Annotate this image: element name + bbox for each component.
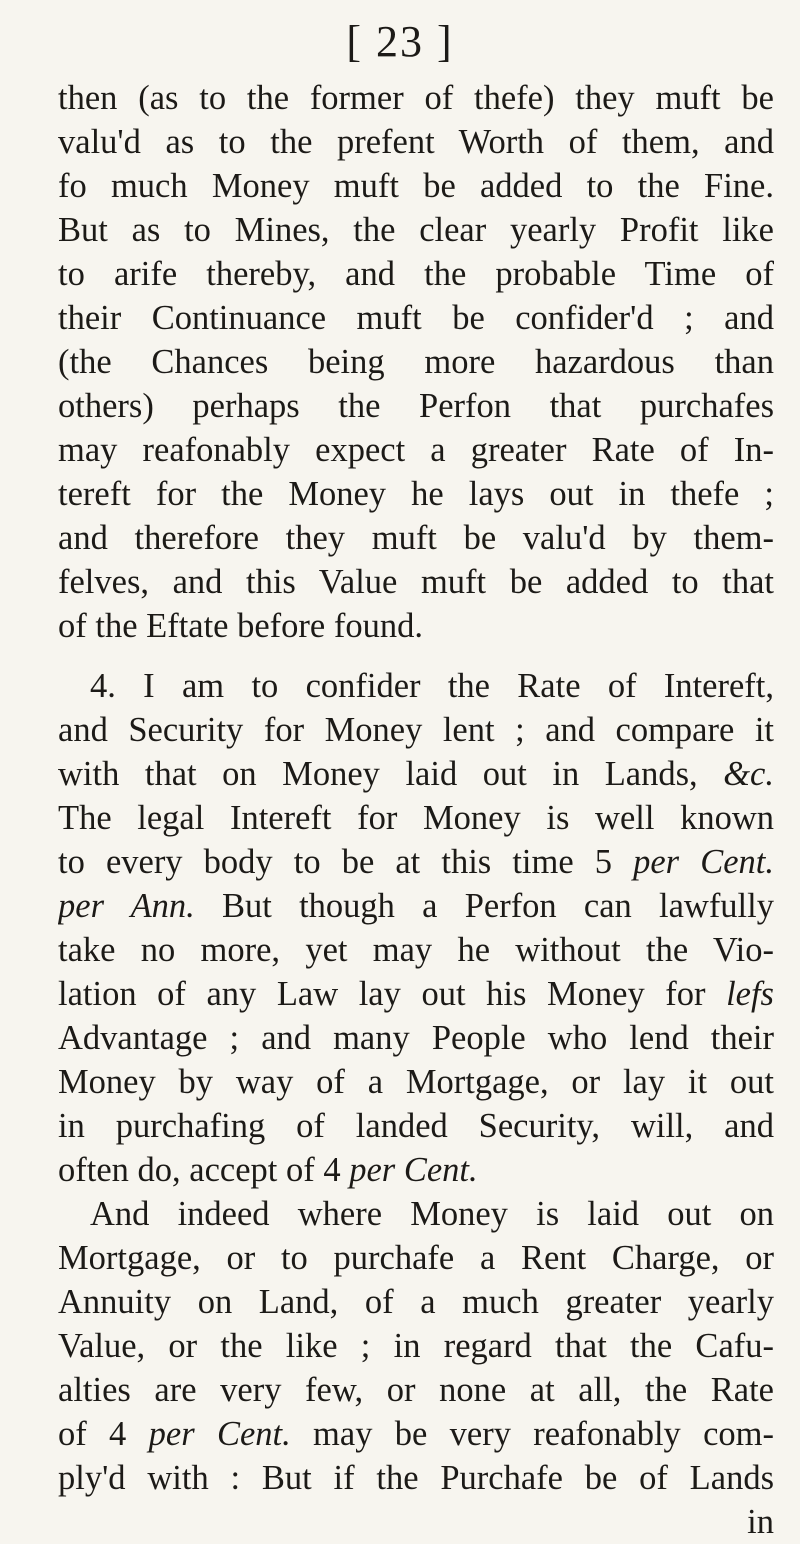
text-line: Value, or the like ; in regard that the Cafu- — [58, 1327, 774, 1365]
text-line: and Security for Money lent ; and compare it — [58, 711, 774, 749]
text-line: with that on Money laid out in Lands, &c. — [58, 755, 774, 793]
text-line: of the Eftate before found. — [58, 607, 423, 645]
text-line: to arife thereby, and the probable Time of — [58, 255, 774, 293]
text-line: fo much Money muft be added to the Fine. — [58, 167, 774, 205]
text-line: The legal Intereft for Money is well known — [58, 799, 774, 837]
text-line: to every body to be at this time 5 per Cent. — [58, 843, 774, 881]
text-line: (the Chances being more hazardous than — [58, 343, 774, 381]
paragraph-2 — [58, 664, 774, 1544]
text-line: valu'd as to the prefent Worth of them, and — [58, 123, 774, 161]
text-line: Annuity on Land, of a much greater yearly — [58, 1283, 774, 1321]
catchword: in — [747, 1503, 774, 1541]
text-line: Advantage ; and many People who lend their — [58, 1019, 774, 1057]
text-line: felves, and this Value muft be added to that — [58, 563, 774, 601]
text-line: and therefore they muft be valu'd by them- — [58, 519, 774, 557]
text-line: of 4 per Cent. may be very reafonably com- — [58, 1415, 774, 1453]
text-line: others) perhaps the Perfon that purchafes — [58, 387, 774, 425]
text-line: alties are very few, or none at all, the Rate — [58, 1371, 774, 1409]
text-line: may reafonably expect a greater Rate of In- — [58, 431, 774, 469]
page-number: [ 23 ] — [346, 17, 454, 66]
text-line: their Continuance muft be confider'd ; and — [58, 299, 774, 337]
text-line: per Ann. But though a Perfon can lawfully — [58, 887, 774, 925]
text-line: lation of any Law lay out his Money for lefs — [58, 975, 774, 1013]
text-line: take no more, yet may he without the Vio- — [58, 931, 774, 969]
text-line: often do, accept of 4 per Cent. — [58, 1151, 478, 1189]
text-line: then (as to the former of thefe) they muft be — [58, 79, 774, 117]
text-line: Money by way of a Mortgage, or lay it out — [58, 1063, 774, 1101]
text-line: Mortgage, or to purchafe a Rent Charge, or — [58, 1239, 774, 1277]
text-line: And indeed where Money is laid out on — [90, 1195, 774, 1233]
paragraph-1 — [58, 76, 774, 648]
text-line: tereft for the Money he lays out in thefe ; — [58, 475, 774, 513]
text-line: ply'd with : But if the Purchafe be of Lands — [58, 1459, 774, 1497]
text-line: in purchafing of landed Security, will, and — [58, 1107, 774, 1145]
text-line: 4. I am to confider the Rate of Intereft, — [90, 667, 774, 705]
text-line: But as to Mines, the clear yearly Profit like — [58, 211, 774, 249]
